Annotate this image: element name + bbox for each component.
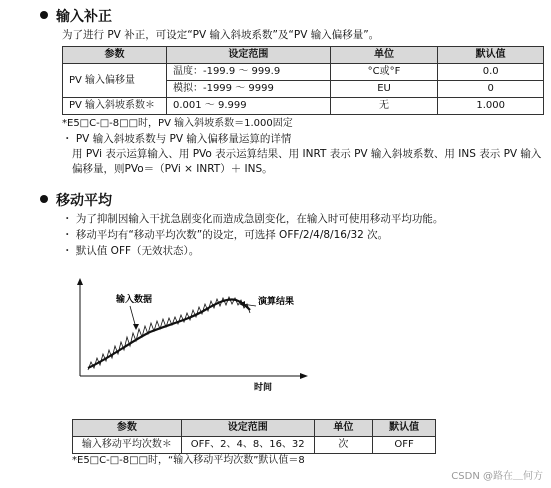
detail-line-2: 偏移量，则PVo＝（PVi × INRT）＋ INS。 xyxy=(72,163,273,175)
cell-param-slope: PV 输入斜坡系数＊ xyxy=(63,98,167,115)
cell-param-offset: PV 输入偏移量 xyxy=(63,64,167,98)
cell-unit-slope: 无 xyxy=(330,98,438,115)
label-time: 时间 xyxy=(254,383,273,393)
header-unit: 单位 xyxy=(330,47,438,64)
table-header-row xyxy=(63,47,544,64)
detail-line-1: 用 PVi 表示运算输入、用 PVo 表示运算结果、用 INRT 表示 PV 输入斜坡系数、用 INS 表示 PV 输入 xyxy=(72,148,542,160)
cell-unit-ma: 次 xyxy=(314,437,373,454)
section-title-input-correction: 输入补正 xyxy=(40,6,112,26)
cell-range-slope: 0.001 ～ 9.999 xyxy=(166,98,330,115)
section1-intro: 为了进行 PV 补正，可设定“PV 输入斜坡系数”及“PV 输入偏移量”。 xyxy=(62,29,380,41)
header-param: 参数 xyxy=(63,47,167,64)
detail-bullet: ・ PV 输入斜坡系数与 PV 输入偏移量运算的详情 xyxy=(62,133,292,145)
ma-bullet-1: ・ 为了抑制因输入干扰急剧变化而造成急剧变化，在输入时可使用移动平均功能。 xyxy=(62,213,444,225)
cell-param-ma: 输入移动平均次数＊ xyxy=(73,437,182,454)
header-default: 默认值 xyxy=(438,47,544,64)
note-ma-default: *E5□C-□-8□□时，“输入移动平均次数”默认值＝8 xyxy=(72,455,305,466)
cell-range-analog: 模拟：-1999 ～ 9999 xyxy=(166,81,330,98)
input-leader-arrow-icon xyxy=(133,324,139,330)
moving-average-illustration xyxy=(70,278,330,394)
y-axis-arrow-icon xyxy=(77,278,83,285)
moving-average-table xyxy=(72,419,436,454)
x-axis-arrow-icon xyxy=(300,373,308,379)
table-row xyxy=(73,437,436,454)
note-slope-fixed: *E5□C-□-8□□时，PV 输入斜坡系数＝1.000固定 xyxy=(62,118,293,129)
table-header-row xyxy=(73,420,436,437)
table-row xyxy=(63,64,544,81)
label-input-data: 输入数据 xyxy=(116,295,153,305)
correction-table xyxy=(62,46,544,115)
watermark: CSDN @路在＿何方 xyxy=(451,471,543,482)
cell-unit-temp: °C或°F xyxy=(330,64,438,81)
ma-bullet-3: ・ 默认值 OFF（无效状态）。 xyxy=(62,245,200,257)
ma-bullet-2: ・ 移动平均有“移动平均次数”的设定，可选择 OFF/2/4/8/16/32 次。 xyxy=(62,229,389,241)
cell-default-ma: OFF xyxy=(373,437,436,454)
bullet-icon xyxy=(40,195,48,203)
label-computed-result: 演算结果 xyxy=(258,297,295,307)
cell-range-ma: OFF、2、4、8、16、32 xyxy=(181,437,314,454)
bullet-icon xyxy=(40,11,48,19)
cell-default-slope: 1.000 xyxy=(438,98,544,115)
header-default: 默认值 xyxy=(373,420,436,437)
cell-default-analog: 0 xyxy=(438,81,544,98)
table-row xyxy=(63,98,544,115)
cell-unit-analog: EU xyxy=(330,81,438,98)
header-range: 设定范围 xyxy=(181,420,314,437)
header-range: 设定范围 xyxy=(166,47,330,64)
section-title-moving-average: 移动平均 xyxy=(40,190,112,210)
cell-range-temp: 温度：-199.9 ～ 999.9 xyxy=(166,64,330,81)
input-data-line xyxy=(88,297,250,370)
cell-default-temp: 0.0 xyxy=(438,64,544,81)
header-unit: 单位 xyxy=(314,420,373,437)
header-param: 参数 xyxy=(73,420,182,437)
